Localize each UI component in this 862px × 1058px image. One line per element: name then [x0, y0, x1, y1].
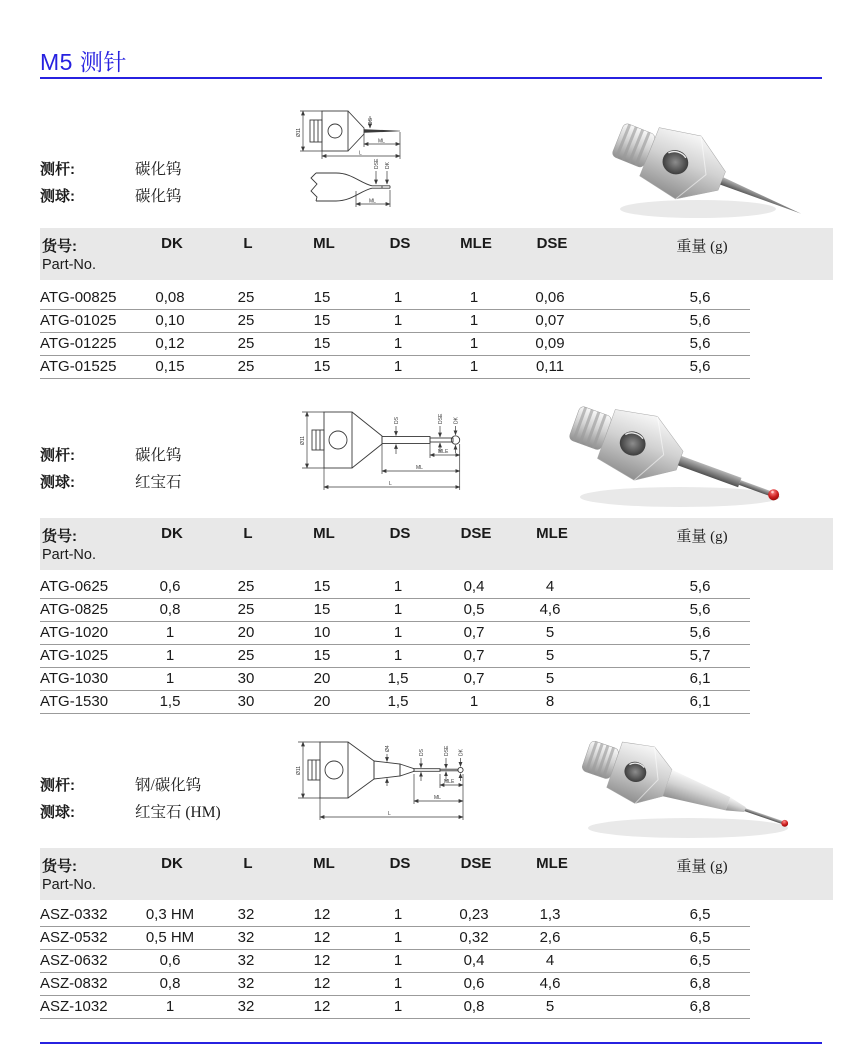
value-cell: 1,5 — [387, 693, 409, 710]
value-cell: 0,09 — [535, 335, 565, 352]
value-cell: 5 — [545, 624, 555, 641]
value-cell: 25 — [237, 578, 255, 595]
table-body — [40, 576, 750, 714]
col-part-no: 货号: — [42, 858, 77, 875]
table-row — [40, 599, 750, 622]
value-cell: 0,6 — [159, 578, 181, 595]
weight-cell: 6,5 — [689, 906, 711, 923]
dim-label: DK — [458, 749, 465, 756]
dim-label: ML — [434, 795, 441, 801]
value-cell: 1 — [469, 312, 479, 329]
title-rule — [40, 77, 822, 79]
value-cell: 15 — [313, 289, 331, 306]
value-cell: 1,5 — [387, 670, 409, 687]
col-header: MLE — [536, 525, 568, 542]
dim-label: DSE — [444, 745, 450, 756]
value-cell: 32 — [237, 975, 255, 992]
table-row — [40, 668, 750, 691]
value-cell: 1 — [393, 929, 403, 946]
stem-material: 碳化钨 — [135, 161, 182, 178]
stem-material: 钢/碳化钨 — [135, 777, 202, 794]
technical-drawing — [290, 103, 435, 221]
dim-label: DS — [368, 118, 374, 125]
value-cell: 0,8 — [463, 998, 485, 1015]
part-no-sub: Part-No. — [42, 257, 96, 273]
technical-drawing — [288, 730, 503, 842]
part-no-cell: ATG-01225 — [40, 335, 117, 352]
weight-cell: 5,6 — [689, 312, 711, 329]
weight-cell: 6,1 — [689, 693, 711, 710]
table-header — [40, 228, 833, 280]
part-no-cell: ATG-0625 — [40, 578, 109, 595]
part-no-cell: ATG-1025 — [40, 647, 109, 664]
stem-label: 测杆: — [40, 447, 75, 464]
dim-label: ML — [378, 138, 385, 145]
table-body — [40, 904, 750, 1019]
stylus-photo — [560, 396, 850, 516]
weight-cell: 6,8 — [689, 998, 711, 1015]
value-cell: 15 — [313, 601, 331, 618]
table-row — [40, 576, 750, 599]
value-cell: 0,5 HM — [145, 929, 195, 946]
value-cell: 30 — [237, 693, 255, 710]
bottom-rule — [40, 1042, 822, 1044]
value-cell: 4,6 — [539, 601, 561, 618]
value-cell: 15 — [313, 312, 331, 329]
materials-block — [40, 772, 221, 826]
dim-label: DK — [385, 162, 391, 169]
col-header: L — [243, 855, 253, 872]
value-cell: 12 — [313, 952, 331, 969]
value-cell: 15 — [313, 647, 331, 664]
stem-material: 碳化钨 — [135, 447, 182, 464]
dim-label: MLE — [438, 449, 449, 455]
ball-material: 红宝石 — [135, 474, 182, 491]
part-no-cell: ATG-00825 — [40, 289, 117, 306]
stylus-photo — [603, 112, 838, 227]
value-cell: 1 — [393, 906, 403, 923]
page-title: M5 测针 — [40, 49, 127, 75]
table-row — [40, 996, 750, 1019]
value-cell: 32 — [237, 998, 255, 1015]
dim-label: Ø11 — [296, 765, 302, 775]
col-header: L — [243, 525, 253, 542]
dim-label: Ø11 — [296, 127, 302, 137]
value-cell: 20 — [313, 693, 331, 710]
table-body — [40, 287, 750, 379]
value-cell: 0,7 — [463, 647, 485, 664]
part-no-cell: ASZ-0632 — [40, 952, 108, 969]
col-header: DS — [389, 525, 411, 542]
table-row — [40, 287, 750, 310]
value-cell: 0,8 — [159, 601, 181, 618]
value-cell: 12 — [313, 975, 331, 992]
dim-label: MLE — [444, 779, 455, 785]
ball-label: 测球: — [40, 188, 75, 205]
ball-label: 测球: — [40, 804, 75, 821]
part-no-cell: ATG-0825 — [40, 601, 109, 618]
value-cell: 12 — [313, 906, 331, 923]
value-cell: 1 — [393, 624, 403, 641]
value-cell: 32 — [237, 929, 255, 946]
part-no-cell: ASZ-0532 — [40, 929, 108, 946]
value-cell: 0,07 — [535, 312, 565, 329]
value-cell: 0,15 — [155, 358, 185, 375]
col-weight: 重量 (g) — [676, 529, 728, 545]
col-header: DSE — [536, 235, 568, 252]
weight-cell: 5,6 — [689, 335, 711, 352]
dim-label: ML — [369, 198, 376, 205]
value-cell: 1 — [469, 289, 479, 306]
value-cell: 20 — [237, 624, 255, 641]
dim-label: DS — [394, 417, 400, 424]
value-cell: 1 — [393, 289, 403, 306]
table-header — [40, 518, 833, 570]
value-cell: 5 — [545, 670, 555, 687]
weight-cell: 6,8 — [689, 975, 711, 992]
weight-cell: 6,1 — [689, 670, 711, 687]
dim-label: L — [388, 811, 391, 817]
col-header: DK — [161, 525, 183, 542]
part-no-cell: ATG-1530 — [40, 693, 109, 710]
value-cell: 12 — [313, 998, 331, 1015]
dim-label: Ø4 — [385, 745, 391, 752]
value-cell: 0,7 — [463, 670, 485, 687]
value-cell: 4,6 — [539, 975, 561, 992]
value-cell: 25 — [237, 601, 255, 618]
ball-material: 红宝石 (HM) — [135, 804, 221, 821]
value-cell: 1 — [469, 358, 479, 375]
dim-label: DK — [453, 417, 460, 424]
col-header: MLE — [460, 235, 492, 252]
value-cell: 1 — [393, 952, 403, 969]
value-cell: 4 — [545, 578, 555, 595]
dim-label: DSE — [374, 158, 380, 169]
value-cell: 0,11 — [535, 358, 565, 375]
col-header: L — [243, 235, 253, 252]
value-cell: 25 — [237, 647, 255, 664]
value-cell: 2,6 — [539, 929, 561, 946]
part-no-cell: ATG-01525 — [40, 358, 117, 375]
value-cell: 25 — [237, 358, 255, 375]
col-header: ML — [313, 855, 335, 872]
value-cell: 4 — [545, 952, 555, 969]
dim-label: L — [359, 150, 362, 157]
col-header: DK — [161, 855, 183, 872]
part-no-sub: Part-No. — [42, 877, 96, 893]
value-cell: 1 — [393, 312, 403, 329]
value-cell: 25 — [237, 289, 255, 306]
col-header: ML — [313, 235, 335, 252]
value-cell: 1 — [469, 693, 479, 710]
value-cell: 1 — [393, 975, 403, 992]
part-no-cell: ASZ-0832 — [40, 975, 108, 992]
table-row — [40, 691, 750, 714]
weight-cell: 5,6 — [689, 624, 711, 641]
col-header: MLE — [536, 855, 568, 872]
value-cell: 15 — [313, 578, 331, 595]
weight-cell: 5,6 — [689, 601, 711, 618]
col-header: DSE — [460, 855, 492, 872]
value-cell: 0,23 — [459, 906, 489, 923]
table-row — [40, 333, 750, 356]
dim-label: ML — [416, 465, 423, 471]
table-row — [40, 622, 750, 645]
dim-label: L — [389, 481, 392, 487]
ball-material: 碳化钨 — [135, 188, 182, 205]
dim-label: DS — [419, 749, 425, 756]
value-cell: 0,32 — [459, 929, 489, 946]
col-header: DS — [389, 855, 411, 872]
value-cell: 15 — [313, 335, 331, 352]
value-cell: 10 — [313, 624, 331, 641]
dim-label: Ø11 — [300, 435, 306, 445]
weight-cell: 5,6 — [689, 578, 711, 595]
table-row — [40, 356, 750, 379]
value-cell: 1 — [393, 601, 403, 618]
weight-cell: 5,7 — [689, 647, 711, 664]
table-row — [40, 973, 750, 996]
value-cell: 0,8 — [159, 975, 181, 992]
value-cell: 1 — [393, 998, 403, 1015]
dim-label: DSE — [438, 413, 444, 424]
col-header: ML — [313, 525, 335, 542]
col-header: DK — [161, 235, 183, 252]
weight-cell: 6,5 — [689, 929, 711, 946]
part-no-cell: ATG-1020 — [40, 624, 109, 641]
value-cell: 1 — [165, 624, 175, 641]
part-no-cell: ATG-01025 — [40, 312, 117, 329]
value-cell: 1 — [393, 578, 403, 595]
weight-cell: 5,6 — [689, 358, 711, 375]
part-no-cell: ATG-1030 — [40, 670, 109, 687]
value-cell: 1 — [165, 998, 175, 1015]
col-weight: 重量 (g) — [676, 239, 728, 255]
stem-label: 测杆: — [40, 777, 75, 794]
value-cell: 0,06 — [535, 289, 565, 306]
table-row — [40, 645, 750, 668]
value-cell: 1 — [393, 335, 403, 352]
table-row — [40, 927, 750, 950]
col-header: DSE — [460, 525, 492, 542]
value-cell: 1,3 — [539, 906, 561, 923]
value-cell: 8 — [545, 693, 555, 710]
value-cell: 0,6 — [463, 975, 485, 992]
table-row — [40, 310, 750, 333]
value-cell: 25 — [237, 312, 255, 329]
weight-cell: 6,5 — [689, 952, 711, 969]
stylus-photo — [570, 726, 855, 846]
value-cell: 32 — [237, 952, 255, 969]
col-weight: 重量 (g) — [676, 859, 728, 875]
value-cell: 0,10 — [155, 312, 185, 329]
table-row — [40, 904, 750, 927]
value-cell: 0,3 HM — [145, 906, 195, 923]
value-cell: 0,4 — [463, 578, 485, 595]
part-no-sub: Part-No. — [42, 547, 96, 563]
value-cell: 0,4 — [463, 952, 485, 969]
value-cell: 20 — [313, 670, 331, 687]
value-cell: 0,5 — [463, 601, 485, 618]
value-cell: 5 — [545, 647, 555, 664]
weight-cell: 5,6 — [689, 289, 711, 306]
materials-block — [40, 442, 182, 496]
value-cell: 0,12 — [155, 335, 185, 352]
col-header: DS — [389, 235, 411, 252]
part-no-cell: ASZ-1032 — [40, 998, 108, 1015]
value-cell: 1 — [165, 647, 175, 664]
table-header — [40, 848, 833, 900]
value-cell: 1 — [393, 647, 403, 664]
value-cell: 0,08 — [155, 289, 185, 306]
materials-block — [40, 156, 182, 210]
technical-drawing — [292, 400, 492, 512]
value-cell: 1,5 — [159, 693, 181, 710]
value-cell: 15 — [313, 358, 331, 375]
value-cell: 25 — [237, 335, 255, 352]
value-cell: 0,7 — [463, 624, 485, 641]
value-cell: 0,6 — [159, 952, 181, 969]
value-cell: 1 — [469, 335, 479, 352]
value-cell: 5 — [545, 998, 555, 1015]
table-row — [40, 950, 750, 973]
ball-label: 测球: — [40, 474, 75, 491]
value-cell: 1 — [165, 670, 175, 687]
value-cell: 12 — [313, 929, 331, 946]
value-cell: 32 — [237, 906, 255, 923]
col-part-no: 货号: — [42, 528, 77, 545]
value-cell: 1 — [393, 358, 403, 375]
stem-label: 测杆: — [40, 161, 75, 178]
part-no-cell: ASZ-0332 — [40, 906, 108, 923]
value-cell: 30 — [237, 670, 255, 687]
col-part-no: 货号: — [42, 238, 77, 255]
